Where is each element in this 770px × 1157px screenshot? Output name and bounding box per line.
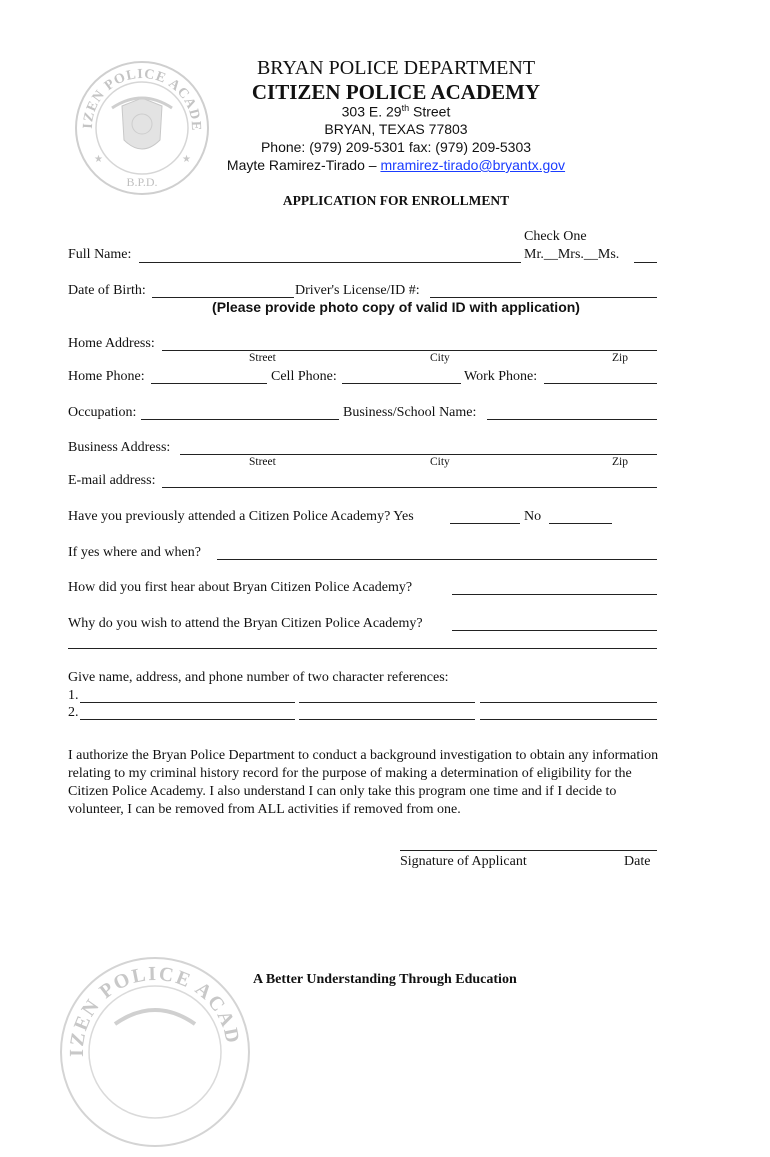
cell-phone-label: Cell Phone: — [271, 369, 337, 384]
svg-text:CITIZEN POLICE ACADEMY — [55, 952, 244, 1057]
full-name-label: Full Name: — [68, 247, 132, 262]
occupation-label: Occupation: — [68, 405, 137, 420]
footer-tagline: A Better Understanding Through Education — [253, 972, 517, 987]
department-name: BRYAN POLICE DEPARTMENT — [256, 57, 536, 79]
svg-text:★: ★ — [182, 154, 191, 165]
svg-text:★: ★ — [94, 154, 103, 165]
hear-about-field[interactable] — [452, 594, 657, 595]
home-zip-caption: Zip — [612, 352, 628, 364]
reference-1-label: 1. — [68, 688, 79, 703]
reference-1-address-field[interactable] — [299, 702, 475, 703]
dob-field[interactable] — [152, 297, 294, 298]
home-address-field[interactable] — [162, 350, 657, 351]
check-one-label: Check One — [524, 229, 587, 244]
business-address-label: Business Address: — [68, 440, 171, 455]
dob-label: Date of Birth: — [68, 283, 146, 298]
why-attend-field[interactable] — [452, 630, 657, 631]
reference-2-address-field[interactable] — [299, 719, 475, 720]
seal-top-text: IZEN POLICE ACADE — [80, 66, 204, 132]
academy-name: CITIZEN POLICE ACADEMY — [251, 80, 541, 104]
home-street-caption: Street — [249, 352, 276, 364]
license-label: Driver's License/ID #: — [295, 283, 420, 298]
authorization-statement: I authorize the Bryan Police Department to conduct a background investigation to obtain any information relating to my criminal history record for the purpose of making a determination of eligibility for the Citizen Police Academy. I also understand I can only take this program one time and if I decide to volunteer, I can be removed from ALL activities if removed from one. — [68, 748, 659, 817]
hear-about-label: How did you first hear about Bryan Citizen Police Academy? — [68, 580, 413, 595]
home-address-label: Home Address: — [68, 336, 155, 351]
occupation-field[interactable] — [141, 419, 339, 420]
reference-1-name-field[interactable] — [80, 702, 295, 703]
contact-name: Mayte Ramirez-Tirado – — [226, 157, 381, 173]
signature-field[interactable] — [400, 850, 657, 851]
attended-no-label: No — [524, 509, 542, 524]
email-label: E-mail address: — [68, 473, 156, 488]
reference-1-phone-field[interactable] — [480, 702, 657, 703]
photo-id-note: (Please provide photo copy of valid ID with application) — [212, 299, 580, 315]
home-phone-label: Home Phone: — [68, 369, 145, 384]
date-label: Date — [624, 854, 651, 869]
business-address-field[interactable] — [180, 454, 657, 455]
phone-fax: Phone: (979) 209-5301 fax: (979) 209-5303 — [260, 139, 532, 155]
contact-line — [0, 157, 770, 173]
business-street-caption: Street — [249, 456, 276, 468]
reference-2-name-field[interactable] — [80, 719, 295, 720]
street-sup: th — [401, 103, 410, 113]
business-zip-caption: Zip — [612, 456, 628, 468]
home-city-caption: City — [430, 352, 450, 364]
street-address — [0, 103, 770, 120]
title-ms-field[interactable] — [634, 262, 657, 263]
business-school-label: Business/School Name: — [343, 405, 477, 420]
license-field[interactable] — [430, 297, 657, 298]
full-name-field[interactable] — [139, 262, 521, 263]
where-when-label: If yes where and when? — [68, 545, 201, 560]
references-label: Give name, address, and phone number of two character references: — [68, 670, 449, 685]
academy-seal-bottom — [55, 952, 255, 1057]
city-state: BRYAN, TEXAS 77803 — [324, 121, 468, 137]
street-prefix: 303 E. 29 — [341, 103, 402, 120]
attended-yes-field[interactable] — [450, 523, 520, 524]
reference-2-phone-field[interactable] — [480, 719, 657, 720]
why-attend-label: Why do you wish to attend the Bryan Citizen Police Academy? — [68, 616, 423, 631]
form-title: APPLICATION FOR ENROLLMENT — [282, 193, 510, 208]
work-phone-field[interactable] — [544, 383, 657, 384]
title-options[interactable]: Mr.__Mrs.__Ms. — [524, 247, 620, 262]
home-phone-field[interactable] — [151, 383, 267, 384]
business-city-caption: City — [430, 456, 450, 468]
where-when-field[interactable] — [217, 559, 657, 560]
work-phone-label: Work Phone: — [464, 369, 538, 384]
seal-bottom-text: B.P.D. — [126, 175, 158, 189]
why-attend-field-2[interactable] — [68, 648, 657, 649]
business-school-field[interactable] — [487, 419, 657, 420]
cell-phone-field[interactable] — [342, 383, 461, 384]
street-suffix: Street — [409, 103, 451, 120]
attended-question: Have you previously attended a Citizen Police Academy? Yes — [68, 509, 414, 524]
signature-label: Signature of Applicant — [400, 854, 527, 869]
contact-email-link[interactable]: mramirez-tirado@bryantx.gov — [380, 157, 566, 173]
attended-no-field[interactable] — [549, 523, 612, 524]
email-field[interactable] — [162, 487, 657, 488]
reference-2-label: 2. — [68, 705, 79, 720]
seal-bottom-top-text: IZEN POLICE ACAD — [65, 962, 244, 1057]
